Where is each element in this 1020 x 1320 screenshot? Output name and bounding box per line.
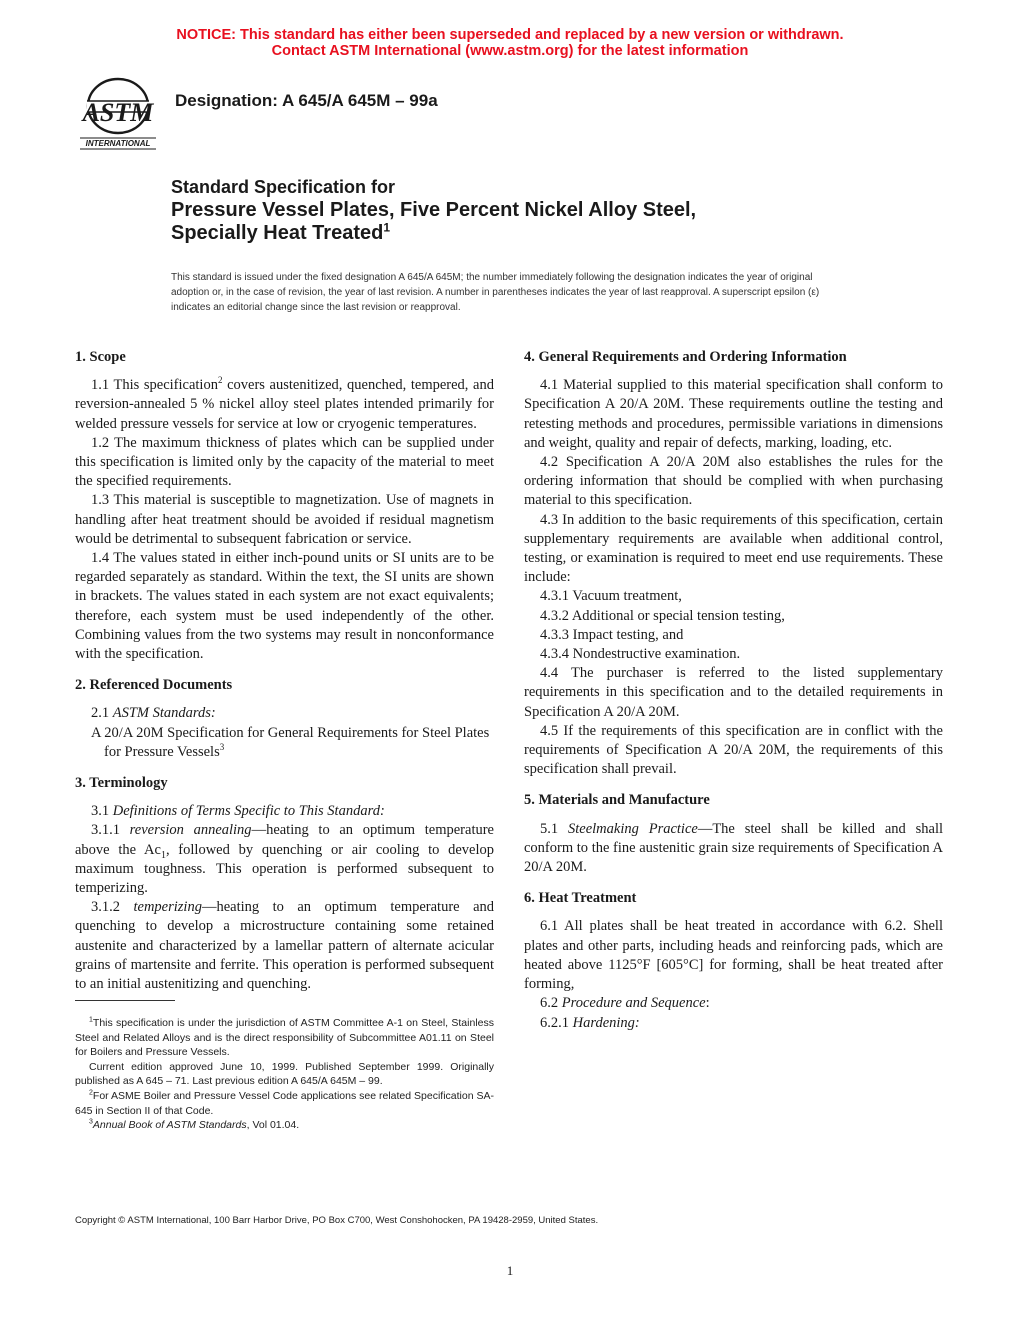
- footnote-ref-3: 3: [219, 742, 225, 753]
- issuance-note: This standard is issued under the fixed designation A 645/A 645M; the number immediately following the designation indicates the year of original adoption or, in the case of revision, the year of last revision. A number in parentheses indicates the year of last reapproval. A superscript epsilon (ε) indicates an editorial change since the last revision or reapproval.: [171, 272, 820, 313]
- footnote-1-num: 1: [89, 1016, 93, 1024]
- footnotes: [75, 1016, 494, 1133]
- para-5-1-num: 5.1: [540, 820, 568, 837]
- para-1-1-a: 1.1 This specification: [91, 377, 218, 394]
- para-2-1-num: 2.1: [91, 705, 113, 722]
- para-6-1: 6.1 All plates shall be heat treated in accordance with 6.2. Shell plates and other parts, including heads and reinforcing pads, which are heated above 1125°F [605°C] for forming, shall be heat treated after forming,: [524, 918, 943, 993]
- footnote-2-text: For ASME Boiler and Pressure Vessel Code applications see related Specification SA-645 in Section II of that Code.: [75, 1089, 494, 1117]
- section-4-heading: 4. General Requirements and Ordering Information: [524, 349, 847, 365]
- footnote-1-text: This specification is under the jurisdiction of ASTM Committee A-1 on Steel, Stainless Steel and Related Alloys and is the direct responsibility of Subcommittee A01.11 on Steel for Boilers and Pressure Vessels.: [75, 1017, 494, 1059]
- section-2-heading: 2. Referenced Documents: [75, 677, 233, 694]
- list-item: 4.3.3 Impact testing, and: [540, 626, 684, 643]
- section-1-heading: 1. Scope: [75, 349, 126, 365]
- reference-a20: [91, 724, 494, 762]
- footnote-separator: [75, 1000, 175, 1001]
- para-3-1-2: [75, 898, 494, 994]
- para-6-2-1-num: 6.2.1: [540, 1014, 573, 1031]
- para-2-1-title: ASTM Standards:: [112, 705, 216, 722]
- notice-line-2: Contact ASTM International (www.astm.org) for the latest information: [271, 43, 749, 59]
- para-3-1: [75, 802, 494, 821]
- para-2-1: [75, 704, 494, 723]
- para-4-5: 4.5 If the requirements of this specification are in conflict with the requirements of Specification A 20/A 20M, the requirements of this specification shall prevail.: [524, 722, 943, 778]
- copyright-line: Copyright © ASTM International, 100 Barr Harbor Drive, PO Box C700, West Conshohocken, PA 19428-2959, United States.: [75, 1215, 599, 1226]
- para-3-1-title: Definitions of Terms Specific to This Standard:: [112, 803, 385, 820]
- astm-logo-mark: [77, 76, 159, 152]
- para-4-1: 4.1 Material supplied to this material specification shall conform to Specification A 20/A 20M. These requirements outline the testing and retesting methods and procedures, permissible variations in dimensions and weight, quality and repair of defects, marking, loading, etc.: [524, 377, 943, 451]
- para-3-1-2-num: 3.1.2: [91, 899, 134, 916]
- logo-letters: ASTM: [82, 98, 154, 127]
- footnote-1-edition: Current edition approved June 10, 1999. Published September 1999. Originally published as A 645 – 71. Last previous edition A 645/A 645M – 99.: [75, 1060, 494, 1088]
- footnote-1: [75, 1016, 494, 1060]
- section-5-heading: 5. Materials and Manufacture: [524, 792, 710, 809]
- para-6-2-title: Procedure and Sequence: [561, 995, 706, 1012]
- list-item: 4.3.1 Vacuum treatment,: [540, 588, 682, 605]
- para-1-4: 1.4 The values stated in either inch-pound units or SI units are to be regarded separately as standard. Within the text, the SI units are shown in brackets. The values stated in each system are not exact equivalents; therefore, each system must be used independently of the other. Combining values from the two systems may result in nonconformance with the specification.: [75, 550, 494, 663]
- para-4-3: 4.3 In addition to the basic requirements of this specification, certain supplementary requirements are available when additional control, testing, or examination is required to meet end use requirements. These include:: [524, 511, 943, 586]
- ac-subscript: 1: [160, 849, 166, 861]
- logo-subtitle: INTERNATIONAL: [85, 139, 151, 148]
- footnote-3-num: 3: [89, 1118, 93, 1126]
- para-6-2-1-title: Hardening:: [572, 1014, 640, 1031]
- footnote-2: [75, 1089, 494, 1118]
- footnote-2-num: 2: [89, 1089, 93, 1097]
- document-title: [171, 176, 696, 245]
- para-3-1-1-num: 3.1.1: [91, 822, 130, 839]
- para-3-1-num: 3.1: [91, 803, 113, 820]
- para-3-1-1-a: —heating to an optimum temperature above the Ac: [75, 822, 494, 858]
- footnote-ref-2: 2: [217, 375, 223, 386]
- left-column: [75, 346, 494, 994]
- para-6-2-1: [524, 1014, 943, 1033]
- footnote-3: [75, 1118, 494, 1133]
- page-number: 1: [506, 1263, 514, 1278]
- para-3-1-1-b: , followed by quenching or air cooling to develop maximum toughness. This operation is performed subsequent to temperizing.: [75, 841, 494, 897]
- para-6-2-num: 6.2: [540, 995, 562, 1012]
- notice-line-1: NOTICE: This standard has either been superseded and replaced by a new version or withdrawn.: [176, 27, 844, 43]
- designation: Designation: A 645/A 645M – 99a: [175, 91, 438, 110]
- para-6-2-colon: :: [705, 995, 710, 1012]
- title-line-3: [171, 222, 696, 245]
- term-temperizing: temperizing: [133, 899, 202, 916]
- term-reversion-annealing: reversion annealing: [129, 822, 252, 839]
- section-6-heading: 6. Heat Treatment: [524, 890, 637, 907]
- para-5-1-title: Steelmaking Practice: [567, 820, 698, 837]
- title-footnote-ref: 1: [383, 220, 391, 235]
- para-6-2: [524, 994, 943, 1013]
- title-line-3-text: Specially Heat Treated: [171, 222, 384, 244]
- para-1-1-b: covers austenitized, quenched, tempered, and reversion-annealed 5 % nickel alloy steel plates intended primarily for welded pressure vessels for service at low or cryogenic temperatures.: [75, 377, 494, 432]
- list-item: 4.3.2 Additional or special tension testing,: [540, 607, 785, 624]
- para-3-1-1: [75, 821, 494, 898]
- section-3-heading: 3. Terminology: [75, 775, 168, 792]
- list-item: 4.3.4 Nondestructive examination.: [540, 646, 741, 663]
- astm-logo: [77, 76, 159, 152]
- footnote-3-title: Annual Book of ASTM Standards: [92, 1119, 247, 1132]
- para-1-2: 1.2 The maximum thickness of plates which can be supplied under this specification is limited only by the capacity of the material to meet the specified requirements.: [75, 434, 494, 490]
- para-5-1-text: —The steel shall be killed and shall conform to the fine austenitic grain size requirements of Specification A 20/A 20M.: [524, 820, 944, 876]
- reference-a20-text: A 20/A 20M Specification for General Requirements for Steel Plates for Pressure Vessels: [91, 724, 490, 760]
- footnote-3-text: , Vol 01.04.: [246, 1119, 300, 1132]
- withdrawal-notice: [0, 27, 1020, 59]
- title-line-1: Standard Specification for: [171, 177, 396, 197]
- right-column: [524, 346, 943, 1033]
- para-4-4: 4.4 The purchaser is referred to the listed supplementary requirements in this specification and to the detailed requirements in Specification A 20/A 20M.: [524, 665, 943, 720]
- title-line-2: Pressure Vessel Plates, Five Percent Nickel Alloy Steel,: [171, 199, 697, 221]
- para-3-1-2-a: —heating to an optimum temperature and quenching to develop a microstructure containing some retained austenite and characterized by a lamellar pattern of alternate acicular grains of martensite and ferrite. This operation is performed subsequent to an initial austenitizing and quenching.: [75, 899, 495, 993]
- para-1-1: [75, 376, 494, 434]
- para-5-1: [524, 820, 943, 878]
- para-1-3: 1.3 This material is susceptible to magnetization. Use of magnets in handling after heat treatment should be avoided if residual magnetism would be detrimental to subsequent fabrication or service.: [75, 492, 494, 547]
- para-4-2: 4.2 Specification A 20/A 20M also establishes the rules for the ordering information that should be complied with when purchasing material to this specification.: [524, 454, 943, 509]
